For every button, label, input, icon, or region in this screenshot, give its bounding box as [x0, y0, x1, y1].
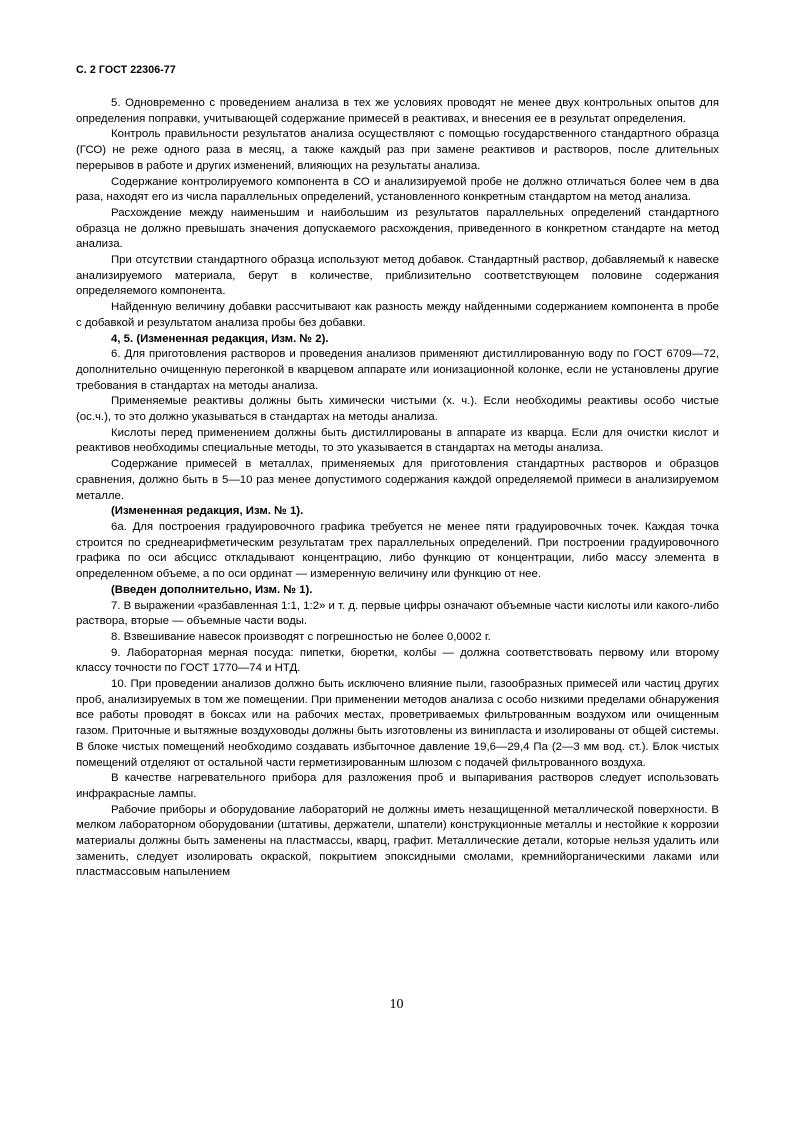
paragraph: 5. Одновременно с проведением анализа в тех же условиях проводят не менее двух контрольных опытов для определения поправки, учитывающей содержание примесей в реактивах, и внесения ее в результат определения. — [76, 97, 719, 125]
paragraph: Найденную величину добавки рассчитывают как разность между найденными содержанием компонента в пробе с добавкой и результатом анализа пробы без добавки. — [76, 301, 719, 329]
paragraph: Рабочие приборы и оборудование лабораторий не должны иметь незащищенной металлической поверхности. В мелком лабораторном оборудовании (штативы, держатели, шпатели) конструкционные металлы и нестойкие к коррозии материалы должны быть заменены на пластмассы, кварц, графит. Металлические детали, которые нельзя удалить или заменить, следует изолировать окраской, покрытием эпоксидными смолами, кремнийорганическими лаками или пластмассовым напылением — [76, 803, 719, 879]
paragraph: Содержание контролируемого компонента в СО и анализируемой пробе не должно отличаться более чем в два раза, находят его из числа параллельных определений, установленного конкретным стандартом на метод анализа. — [76, 175, 719, 204]
paragraph: 7. В выражении «разбавленная 1:1, 1:2» и т. д. первые цифры означают объемные части кислоты или какого-либо раствора, вторые — объемные части воды. — [76, 599, 719, 628]
amendment-note: 4, 5. (Измененная редакция, Изм. № 2). — [111, 332, 329, 345]
amendment-note: (Измененная редакция, Изм. № 1). — [111, 505, 304, 518]
paragraph: 10. При проведении анализов должно быть исключено влияние пыли, газообразных примесей или частиц других проб, анализируемых в том же помещении. При применении методов анализа с особо низкими пределами обнаружения все работы проводят в боксах или на рабочих местах, проветриваемых фильтрованным воздухом или очищенным газом. Приточные и вытяжные воздуховоды должны быть изготовлены из винипласта и изолированы от общей системы. В блоке чистых помещений необходимо создавать избыточное давление 19,6—29,4 Па (2—3 мм вод. ст.). Блок чистых помещений отделяют от остальной части герметизированным шлюзом с подачей фильтрованного воздуха. — [76, 678, 719, 769]
paragraph: 8. Взвешивание навесок производят с погрешностью не более 0,0002 г. — [111, 630, 491, 643]
document-body — [76, 96, 719, 881]
paragraph: Содержание примесей в металлах, применяемых для приготовления стандартных растворов и образцов сравнения, должно быть в 5—10 раз менее допустимого содержания каждой определяемой примеси в анализируемом металле. — [76, 458, 719, 502]
amendment-note: (Введен дополнительно, Изм. № 1). — [111, 583, 313, 596]
paragraph: 9. Лабораторная мерная посуда: пипетки, бюретки, колбы — должна соответствовать первому или второму классу точности по ГОСТ 1770—74 и НТД. — [76, 646, 719, 675]
page-header: С. 2 ГОСТ 22306-77 — [76, 64, 176, 76]
paragraph: Контроль правильности результатов анализа осуществляют с помощью государственного стандартного образца (ГСО) не реже одного раза в месяц, а также каждый раз при замене реактивов и растворов, после длительных перерывов в работе и других изменений, влияющих на результаты анализа. — [76, 128, 719, 172]
paragraph: В качестве нагревательного прибора для разложения проб и выпаривания растворов следует использовать инфракрасные лампы. — [76, 772, 719, 800]
paragraph: Применяемые реактивы должны быть химически чистыми (х. ч.). Если необходимы реактивы особо чистые (ос.ч.), то это должно указываться в стандартах на методы анализа. — [76, 395, 719, 424]
paragraph: 6а. Для построения градуировочного графика требуется не менее пяти градуировочных точек. Каждая точка строится по среднеарифметическим результатам трех параллельных определений. При построении градуировочного графика по оси абсцисс откладывают концентрацию, либо функцию от концентрации, либо массу элемента в определенном объеме, а по оси ординат — измеренную величину или функцию от нее. — [76, 520, 719, 581]
paragraph: Кислоты перед применением должны быть дистиллированы в аппарате из кварца. Если для очистки кислот и реактивов необходимы специальные методы, то это указывается в стандартах на методы анализа. — [76, 426, 719, 455]
paragraph: Расхождение между наименьшим и наибольшим из результатов параллельных определений стандартного образца не должно превышать значения допускаемого расхождения, приведенного в конкретном стандарте на метод анализа. — [76, 206, 719, 251]
page-number: 10 — [389, 997, 404, 1012]
paragraph: При отсутствии стандартного образца используют метод добавок. Стандартный раствор, добавляемый к навеске анализируемого материала, берут в количестве, приблизительно соответствующем половине содержания определяемого компонента. — [76, 254, 719, 298]
paragraph: 6. Для приготовления растворов и проведения анализов применяют дистиллированную воду по ГОСТ 6709—72, дополнительно очищенную перегонкой в кварцевом аппарате или ионизационной колонке, если не установлены другие требования в стандартах на методы анализа. — [76, 348, 719, 392]
